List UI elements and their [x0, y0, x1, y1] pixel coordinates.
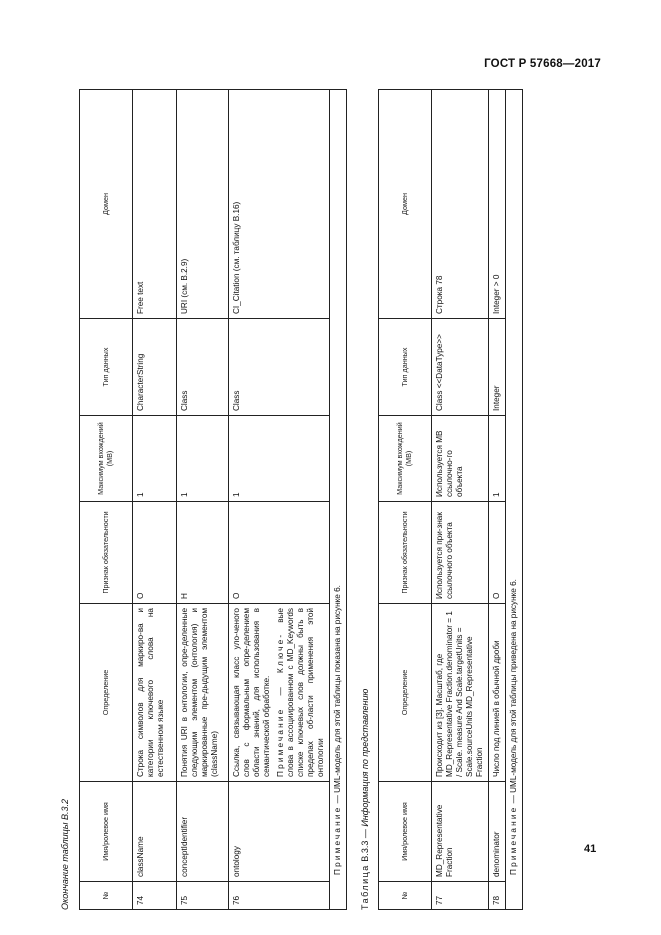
cell-name: conceptIdentifier — [177, 782, 229, 882]
note-label: Примечание — [333, 805, 342, 875]
cell-num: 74 — [133, 882, 177, 910]
col-header-domain: Домен — [379, 90, 432, 319]
page-number: 41 — [584, 843, 597, 855]
cell-max: Используется МВ ссылочно-го объекта — [432, 416, 489, 502]
col-header-name: Имя/ролевое имя — [379, 782, 432, 882]
cell-type: CharacterString — [133, 319, 177, 416]
cell-num: 75 — [177, 882, 229, 910]
cell-definition: Происходит из [3]. Масштаб, где MD_Representative Fraction.denominator = 1 / Scale. measure And Scale.targetUnits = Scale.sourceUnits MD_Representative Fraction — [432, 604, 489, 782]
cell-max: 1 — [133, 416, 177, 502]
cell-obligation: О — [489, 502, 506, 604]
note-text: — UML-модель для этой таблицы показана на рисунке 6. — [333, 585, 342, 806]
cell-num: 76 — [229, 882, 330, 910]
definition-note — [276, 608, 326, 777]
table-row — [177, 90, 229, 910]
table-note-row — [330, 90, 347, 910]
cell-definition — [229, 604, 330, 782]
col-header-obligation: Признак обязательности — [379, 502, 432, 604]
caption-label: Таблица — [360, 864, 370, 910]
definition-note-text: вые слова в ассоциированном с MD_Keywords списке ключевых слов должны быть в пределах об-ласти применения этой онтологии — [276, 608, 325, 777]
cell-type: Integer — [489, 319, 506, 416]
table-row — [229, 90, 330, 910]
table-header-row — [80, 90, 133, 910]
cell-num: 77 — [432, 882, 489, 910]
cell-name: className — [133, 782, 177, 882]
cell-name: MD_Representative Fraction — [432, 782, 489, 882]
definition-note-label: Примечание — Ключе- — [276, 632, 285, 777]
cell-name: denominator — [489, 782, 506, 882]
cell-type: Class — [177, 319, 229, 416]
table-note-row — [506, 90, 523, 910]
cell-num: 78 — [489, 882, 506, 910]
col-header-max: Максимум вхождений (МВ) — [379, 416, 432, 502]
rotated-content — [60, 90, 600, 910]
cell-definition: Число под линией в обычной дроби — [489, 604, 506, 782]
cell-type: Class — [229, 319, 330, 416]
col-header-num: № — [379, 882, 432, 910]
table1-caption: Окончание таблицы В.3.2 — [60, 799, 70, 910]
cell-max: 1 — [229, 416, 330, 502]
cell-max: 1 — [177, 416, 229, 502]
col-header-type: Тип данных — [379, 319, 432, 416]
col-header-name: Имя/ролевое имя — [80, 782, 133, 882]
cell-domain: Free text — [133, 90, 177, 319]
col-header-definition: Определение — [80, 604, 133, 782]
table-note — [506, 90, 523, 910]
table-b33 — [378, 89, 523, 910]
cell-obligation: О — [133, 502, 177, 604]
table-b32 — [79, 89, 347, 910]
table-row — [133, 90, 177, 910]
table-note — [330, 90, 347, 910]
col-header-num: № — [80, 882, 133, 910]
standard-header: ГОСТ Р 57668—2017 — [484, 58, 601, 70]
cell-definition: Строка символов для маркиро-ва и категории ключевого слова на естественном языке — [133, 604, 177, 782]
caption-number: В.3.3 — — [360, 826, 370, 862]
col-header-max: Максимум вхождений (МВ) — [80, 416, 133, 502]
cell-name: ontology — [229, 782, 330, 882]
cell-max: 1 — [489, 416, 506, 502]
cell-domain: URI (см. В.2.9) — [177, 90, 229, 319]
table-row — [432, 90, 489, 910]
table-row — [489, 90, 506, 910]
cell-definition: Понятия URI в онтологии, опре-деленные следующим элементом (онтология) и маркированные пре-дыдущим элементом (className) — [177, 604, 229, 782]
note-label: Примечание — [509, 805, 518, 875]
note-text: — UML-модель для этой таблицы приведена на рисунке 6. — [509, 579, 518, 806]
cell-type: Class <<DataType>> — [432, 319, 489, 416]
cell-obligation: Используется при-знак ссылочного объекта — [432, 502, 489, 604]
table-header-row — [379, 90, 432, 910]
col-header-obligation: Признак обязательности — [80, 502, 133, 604]
table2-caption — [360, 689, 371, 910]
cell-domain: Строка 78 — [432, 90, 489, 319]
cell-domain: CI_Citation (см. таблицу В.16) — [229, 90, 330, 319]
col-header-type: Тип данных — [80, 319, 133, 416]
cell-domain: Integer > 0 — [489, 90, 506, 319]
cell-obligation: О — [229, 502, 330, 604]
col-header-definition: Определение — [379, 604, 432, 782]
caption-title: Информация по представлению — [360, 688, 370, 827]
col-header-domain: Домен — [80, 90, 133, 319]
definition-text: Ссылка, связывающая класс уло-ченого слов с формальным опре-делением области знаний, для использования в семантической обработке. — [232, 608, 271, 777]
cell-obligation: Н — [177, 502, 229, 604]
